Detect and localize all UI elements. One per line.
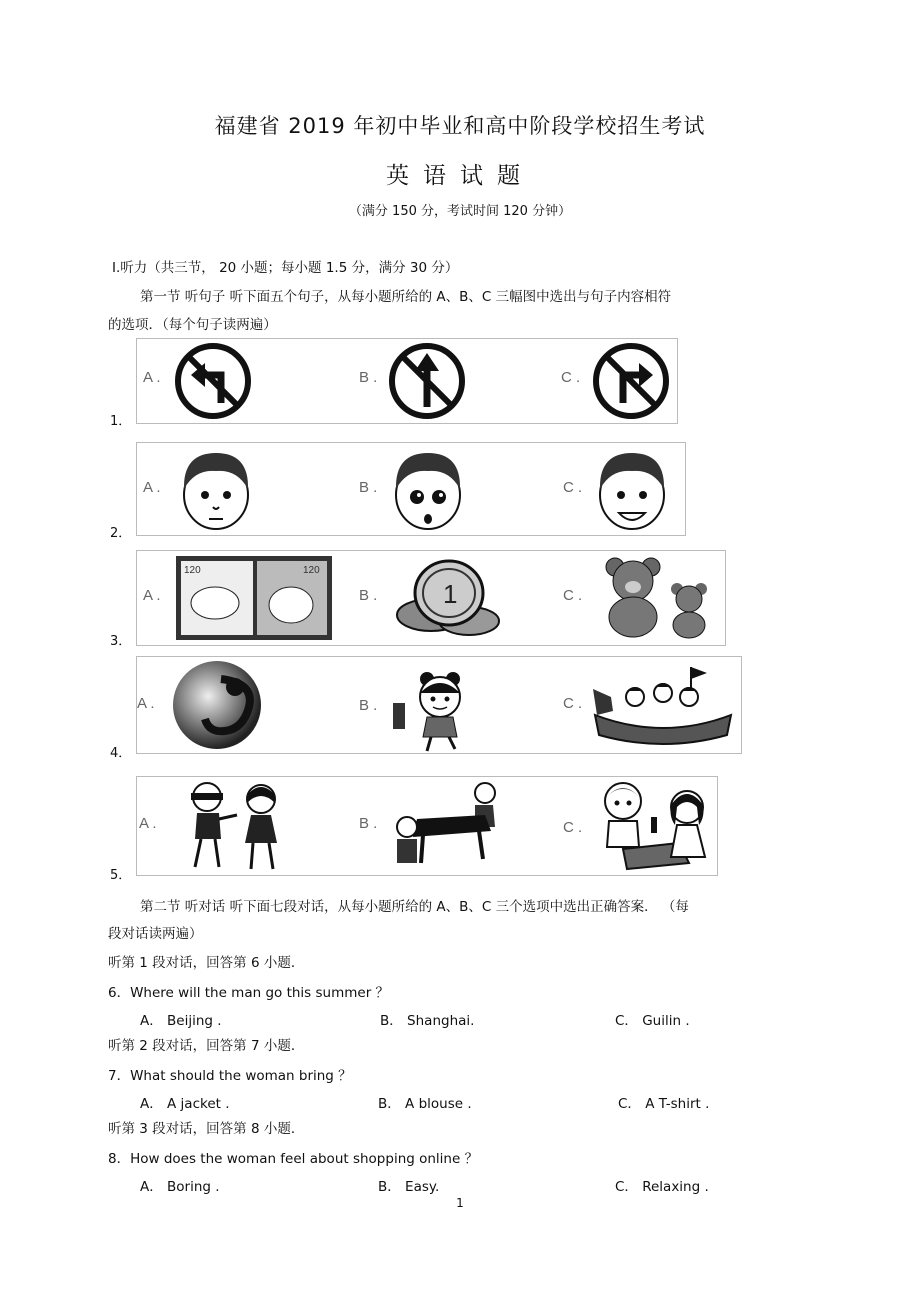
score-info: （满分 150 分，考试时间 120 分钟）	[348, 204, 572, 219]
option-label-b: B .	[359, 697, 378, 714]
option-c[interactable]: C． A T-shirt .	[618, 1096, 710, 1112]
option-a[interactable]: A． Beijing .	[140, 1013, 222, 1029]
option-a[interactable]: A． Boring .	[140, 1179, 220, 1195]
question-number-5: 5．	[110, 868, 132, 883]
section-heading: Ⅰ.听力（共三节， 20 小题；每小题 1.5 分，满分 30 分）	[112, 260, 459, 276]
stamp-value-2: 120	[303, 565, 320, 576]
option-label-b: B .	[359, 369, 378, 386]
picture-row-3	[136, 550, 726, 646]
part1-instruction-cont: 的选项．（每个句子读两遍）	[108, 317, 277, 333]
svg-text:1: 1	[443, 579, 458, 609]
option-label-b: B .	[359, 815, 378, 832]
option-label-c: C .	[563, 819, 583, 836]
question-text: 7．What should the woman bring ？	[108, 1068, 352, 1084]
question-text: 6．Where will the man go this summer ？	[108, 985, 390, 1001]
option-c[interactable]: C． Guilin .	[615, 1013, 690, 1029]
option-label-c: C .	[563, 587, 583, 604]
option-b[interactable]: B． Easy.	[378, 1179, 440, 1195]
picture-row-4	[136, 656, 742, 754]
picture-row-1	[136, 338, 678, 424]
boy-face-smiling-icon	[587, 445, 677, 533]
dragon-boat-icon	[591, 661, 735, 749]
exam-subtitle: 英语试题	[386, 163, 534, 189]
coins-icon	[391, 553, 507, 641]
option-label-b: B .	[359, 479, 378, 496]
no-left-turn-sign-icon	[173, 341, 253, 421]
option-label-c: C .	[563, 479, 583, 496]
dialogue-intro: 听第 3 段对话，回答第 8 小题．	[108, 1121, 305, 1137]
part1-instruction: 第一节 听句子 听下面五个句子，从每小题所给的 A、B、C 三幅图中选出与句子内容相符	[140, 289, 672, 305]
question-number-1: 1．	[110, 414, 132, 429]
option-b[interactable]: B． Shanghai.	[380, 1013, 475, 1029]
question-number-4: 4．	[110, 746, 132, 761]
option-a[interactable]: A． A jacket .	[140, 1096, 230, 1112]
no-straight-sign-icon	[387, 341, 467, 421]
page-number: 1	[456, 1196, 464, 1210]
option-label-a: A .	[143, 479, 161, 496]
playing-chess-icon	[593, 777, 717, 873]
exam-title: 福建省 2019 年初中毕业和高中阶段学校招生考试	[214, 114, 706, 138]
blindfold-game-icon	[181, 779, 293, 873]
part2-instruction: 第二节 听对话 听下面七段对话，从每小题所给的 A、B、C 三个选项中选出正确答案． （每	[140, 899, 689, 915]
stamps-icon	[175, 555, 333, 641]
option-label-a: A .	[137, 695, 155, 712]
option-label-a: A .	[139, 815, 157, 832]
dialogue-intro: 听第 1 段对话，回答第 6 小题．	[108, 955, 305, 971]
option-label-a: A .	[143, 587, 161, 604]
boy-face-surprised-icon	[383, 445, 473, 533]
boy-face-neutral-icon	[171, 445, 261, 533]
stamp-value-1: 120	[184, 565, 201, 576]
dragon-dance-icon	[165, 659, 275, 751]
teddy-bears-icon	[593, 553, 723, 641]
question-text: 8．How does the woman feel about shopping online ？	[108, 1151, 479, 1167]
picture-row-5	[136, 776, 718, 876]
option-label-b: B .	[359, 587, 378, 604]
option-label-c: C .	[563, 695, 583, 712]
question-number-2: 2．	[110, 526, 132, 541]
girl-with-firecrackers-icon	[387, 669, 487, 753]
table-tennis-icon	[393, 779, 503, 873]
option-b[interactable]: B． A blouse .	[378, 1096, 472, 1112]
no-right-turn-sign-icon	[591, 341, 671, 421]
dialogue-intro: 听第 2 段对话，回答第 7 小题．	[108, 1038, 305, 1054]
part2-instruction-cont: 段对话读两遍）	[108, 926, 203, 942]
picture-row-2	[136, 442, 686, 536]
option-label-a: A .	[143, 369, 161, 386]
option-label-c: C .	[561, 369, 581, 386]
option-c[interactable]: C． Relaxing .	[615, 1179, 709, 1195]
question-number-3: 3．	[110, 634, 132, 649]
